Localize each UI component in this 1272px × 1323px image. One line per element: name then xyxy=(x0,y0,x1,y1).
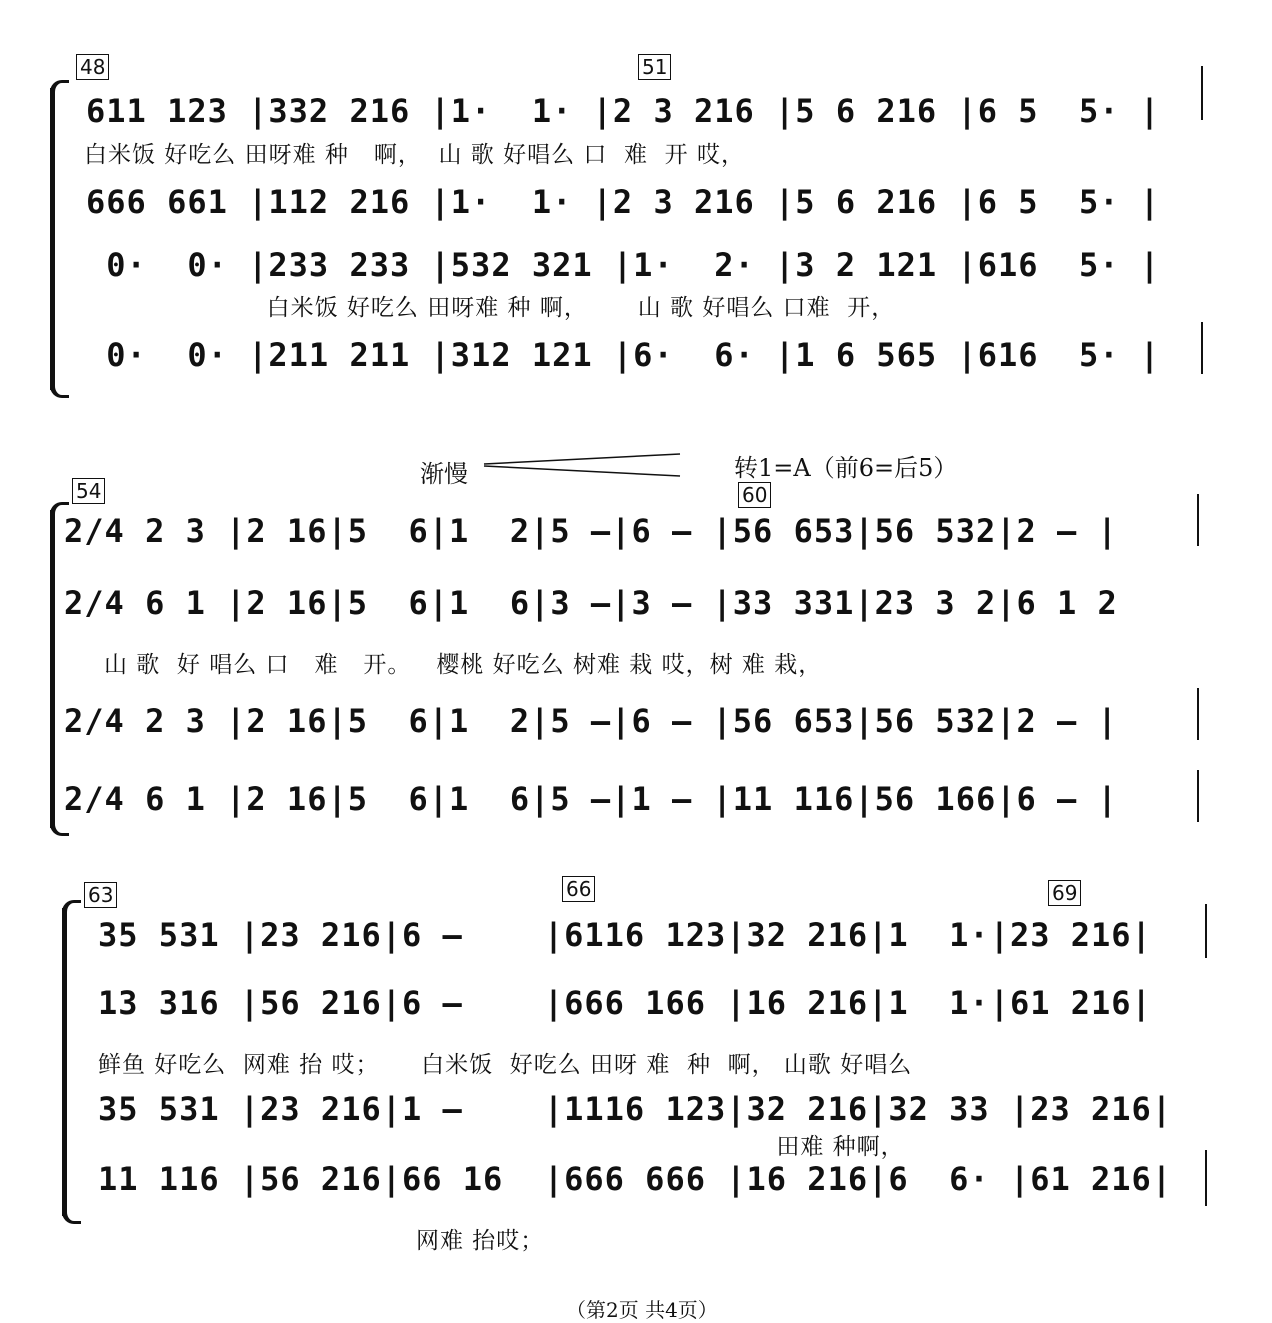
s3-voice-3-notes: 35 531 |23 216|1 – |1116 123|32 216|32 33 |23 216| xyxy=(98,1090,1173,1128)
s3-lyrics-1: 鲜鱼 好吃么 网难 抬 哎； 白米饭 好吃么 田呀 难 种 啊， 山歌 好唱么 xyxy=(98,1052,913,1078)
page-footer: （第2页 共4页） xyxy=(566,1298,718,1322)
s1-voice-2-notes: 666 661 |112 216 |1· 1· |2 3 216 |5 6 216 |6 5 5· | xyxy=(86,183,1161,221)
measure-number-60: 60 xyxy=(738,482,771,508)
s1-voice-3-notes: 0· 0· |233 233 |532 321 |1· 2· |3 2 121 |616 5· | xyxy=(86,246,1161,284)
measure-number-63: 63 xyxy=(84,882,117,908)
s3-voice-1-notes: 35 531 |23 216|6 – |6116 123|32 216|1 1·|23 216| xyxy=(98,916,1152,954)
s2-lyrics: 山 歌 好 唱么 口 难 开。 樱桃 好吃么 树难 栽 哎，树 难 栽， xyxy=(104,652,823,678)
s1-lyrics-2: 白米饭 好吃么 田呀难 种 啊， 山 歌 好唱么 口难 开， xyxy=(250,295,896,321)
s3-lyrics-2: 田难 种啊， xyxy=(660,1134,905,1160)
s1-voice-1-notes: 611 123 |332 216 |1· 1· |2 3 216 |5 6 216 |6 5 5· | xyxy=(86,92,1161,130)
tempo-marking: 渐慢 xyxy=(420,460,468,488)
s2-voice-1-notes: 2/4 2 3 |2 16|5 6|1 2|5 –|6 – |56 653|56 532|2 – | xyxy=(64,512,1118,550)
measure-number-66: 66 xyxy=(562,876,595,902)
s2-voice-3-notes: 2/4 2 3 |2 16|5 6|1 2|5 –|6 – |56 653|56 532|2 – | xyxy=(64,702,1118,740)
hairpin-line-lower xyxy=(484,466,680,476)
s2-voice-2-notes: 2/4 6 1 |2 16|5 6|1 6|3 –|3 – |33 331|23 3 2|6 1 2 xyxy=(64,584,1118,622)
measure-number-54: 54 xyxy=(72,478,105,504)
s3-voice-2-notes: 13 316 |56 216|6 – |666 166 |16 216|1 1·|61 216| xyxy=(98,984,1152,1022)
s1-lyrics-1: 白米饭 好吃么 田呀难 种 啊， 山 歌 好唱么 口 难 开 哎， xyxy=(84,142,745,168)
s1-voice-4-notes: 0· 0· |211 211 |312 121 |6· 6· |1 6 565 |616 5· | xyxy=(86,336,1161,374)
s3-lyrics-3: 网难 抬哎； xyxy=(416,1228,545,1254)
key-change-marking: 转1=A（前6=后5） xyxy=(734,454,958,482)
hairpin-line-upper xyxy=(484,454,680,464)
s3-voice-4-notes: 11 116 |56 216|66 16 |666 666 |16 216|6 6· |61 216| xyxy=(98,1160,1173,1198)
measure-number-51: 51 xyxy=(638,54,671,80)
s2-voice-4-notes: 2/4 6 1 |2 16|5 6|1 6|5 –|1 – |11 116|56 166|6 – | xyxy=(64,780,1118,818)
measure-number-69: 69 xyxy=(1048,880,1081,906)
measure-number-48: 48 xyxy=(76,54,109,80)
